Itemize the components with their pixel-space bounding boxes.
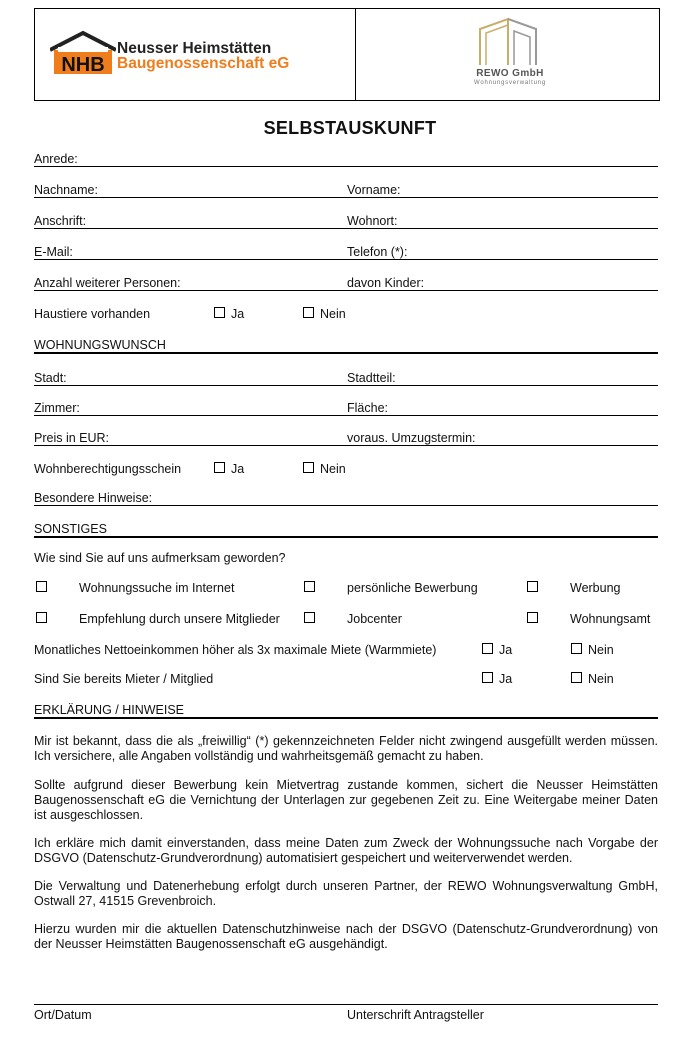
wohnort-label: Wohnort: [347, 214, 398, 228]
erklaerung-paragraph-1: Mir ist bekannt, dass die als „freiwillig“ (*) gekennzeichneten Felder nicht zwingend ausgefüllt werden müssen. Ich versichere, alle Angaben vollständig und wahrheitsgemäß gemacht zu haben. [34, 734, 658, 763]
wbs-nein-label: Nein [320, 462, 346, 476]
erklaerung-paragraph-3: Ich erkläre mich damit einverstanden, dass meine Daten zum Zweck der Wohnungssuche nach Vorgabe der DSGVO (Datenschutz-Grundverordnung) automatisiert gespeichert und weiterverwendet werden. [34, 836, 658, 865]
einkommen-label: Monatliches Nettoeinkommen höher als 3x maximale Miete (Warmmiete) [34, 643, 437, 657]
header-divider [355, 8, 356, 101]
option-bewerbung-checkbox[interactable] [304, 581, 315, 592]
unterschrift-label: Unterschrift Antragsteller [347, 1008, 484, 1022]
wbs-nein-checkbox[interactable] [303, 462, 314, 473]
erklaerung-rule [34, 717, 658, 719]
ort-datum-label: Ort/Datum [34, 1008, 92, 1022]
einkommen-ja-label: Ja [499, 643, 513, 657]
erklaerung-paragraph-5: Hierzu wurden mir die aktuellen Datenschutzhinweise nach der DSGVO (Datenschutz-Grundverordnung) von der Neusser Heimstätten Baugenossenschaft eG ausgehändigt. [34, 922, 658, 951]
haustiere-nein-label: Nein [320, 307, 346, 321]
wohnungswunsch-rule [34, 352, 658, 354]
hinweise-label: Besondere Hinweise: [34, 491, 153, 505]
haustiere-nein-checkbox[interactable] [303, 307, 314, 318]
signature-line[interactable] [34, 1004, 658, 1005]
hinweise-line[interactable] [34, 505, 658, 506]
mieter-ja-label: Ja [499, 672, 513, 686]
einkommen-nein-checkbox[interactable] [571, 643, 582, 654]
rewo-subtitle: Wohnungsverwaltung [474, 80, 546, 86]
zimmer-line[interactable] [34, 415, 658, 416]
einkommen-nein-label: Nein [588, 643, 614, 657]
logo-line1: Neusser Heimstätten [117, 40, 272, 57]
haustiere-ja-checkbox[interactable] [214, 307, 225, 318]
option-jobcenter-checkbox[interactable] [304, 612, 315, 623]
umzug-label: voraus. Umzugstermin: [347, 431, 476, 445]
option-jobcenter-label: Jobcenter [347, 612, 402, 626]
option-werbung-label: Werbung [570, 581, 621, 595]
einkommen-ja-checkbox[interactable] [482, 643, 493, 654]
option-empfehlung-label: Empfehlung durch unsere Mitglieder [79, 612, 280, 626]
page-title: SELBSTAUSKUNFT [263, 118, 437, 138]
option-bewerbung-label: persönliche Bewerbung [347, 581, 478, 595]
personen-line[interactable] [34, 290, 658, 291]
telefon-label: Telefon (*): [347, 245, 408, 259]
sonstiges-rule [34, 536, 658, 538]
mieter-nein-label: Nein [588, 672, 614, 686]
rewo-building-icon [478, 17, 538, 67]
option-wohnungsamt-label: Wohnungsamt [570, 612, 651, 626]
anrede-line[interactable] [34, 166, 658, 167]
email-line[interactable] [34, 259, 658, 260]
flaeche-label: Fläche: [347, 401, 388, 415]
option-empfehlung-checkbox[interactable] [36, 612, 47, 623]
preis-line[interactable] [34, 445, 658, 446]
zimmer-label: Zimmer: [34, 401, 80, 415]
mieter-nein-checkbox[interactable] [571, 672, 582, 683]
aufmerksam-question: Wie sind Sie auf uns aufmerksam geworden? [34, 551, 286, 565]
option-internet-label: Wohnungssuche im Internet [79, 581, 235, 595]
rewo-name: REWO GmbH [476, 68, 544, 79]
mieter-label: Sind Sie bereits Mieter / Mitglied [34, 672, 214, 686]
erklaerung-paragraph-4: Die Verwaltung und Datenerhebung erfolgt durch unseren Partner, der REWO Wohnungsverwaltung GmbH, Ostwall 27, 41515 Grevenbroich. [34, 879, 658, 908]
wbs-ja-label: Ja [231, 462, 245, 476]
sonstiges-heading: SONSTIGES [34, 522, 107, 536]
anschrift-line[interactable] [34, 228, 658, 229]
option-internet-checkbox[interactable] [36, 581, 47, 592]
anschrift-label: Anschrift: [34, 214, 87, 228]
anrede-label: Anrede: [34, 152, 78, 166]
personen-label: Anzahl weiterer Personen: [34, 276, 181, 290]
nhb-house-icon [50, 30, 116, 76]
haustiere-label: Haustiere vorhanden [34, 307, 151, 321]
wbs-ja-checkbox[interactable] [214, 462, 225, 473]
option-werbung-checkbox[interactable] [527, 581, 538, 592]
haustiere-ja-label: Ja [231, 307, 245, 321]
stadt-label: Stadt: [34, 371, 67, 385]
wohnungswunsch-heading: WOHNUNGSWUNSCH [34, 338, 166, 352]
nachname-label: Nachname: [34, 183, 98, 197]
mieter-ja-checkbox[interactable] [482, 672, 493, 683]
email-label: E-Mail: [34, 245, 73, 259]
nhb-logo-mark: NHB [61, 54, 105, 76]
name-line[interactable] [34, 197, 658, 198]
logo-line2: Baugenossenschaft eG [117, 55, 290, 72]
stadtteil-label: Stadtteil: [347, 371, 396, 385]
stadt-line[interactable] [34, 385, 658, 386]
kinder-label: davon Kinder: [347, 276, 425, 290]
erklaerung-heading: ERKLÄRUNG / HINWEISE [34, 703, 185, 717]
erklaerung-paragraph-2: Sollte aufgrund dieser Bewerbung kein Mietvertrag zustande kommen, sichert die Neusser Heimstätten Baugenossenschaft eG die Vernichtung der Unterlagen zur gegebenen Zeit zu. Eine Weitergabe meiner Daten ist ausgeschlossen. [34, 778, 658, 822]
option-wohnungsamt-checkbox[interactable] [527, 612, 538, 623]
preis-label: Preis in EUR: [34, 431, 110, 445]
vorname-label: Vorname: [347, 183, 401, 197]
wbs-label: Wohnberechtigungsschein [34, 462, 182, 476]
